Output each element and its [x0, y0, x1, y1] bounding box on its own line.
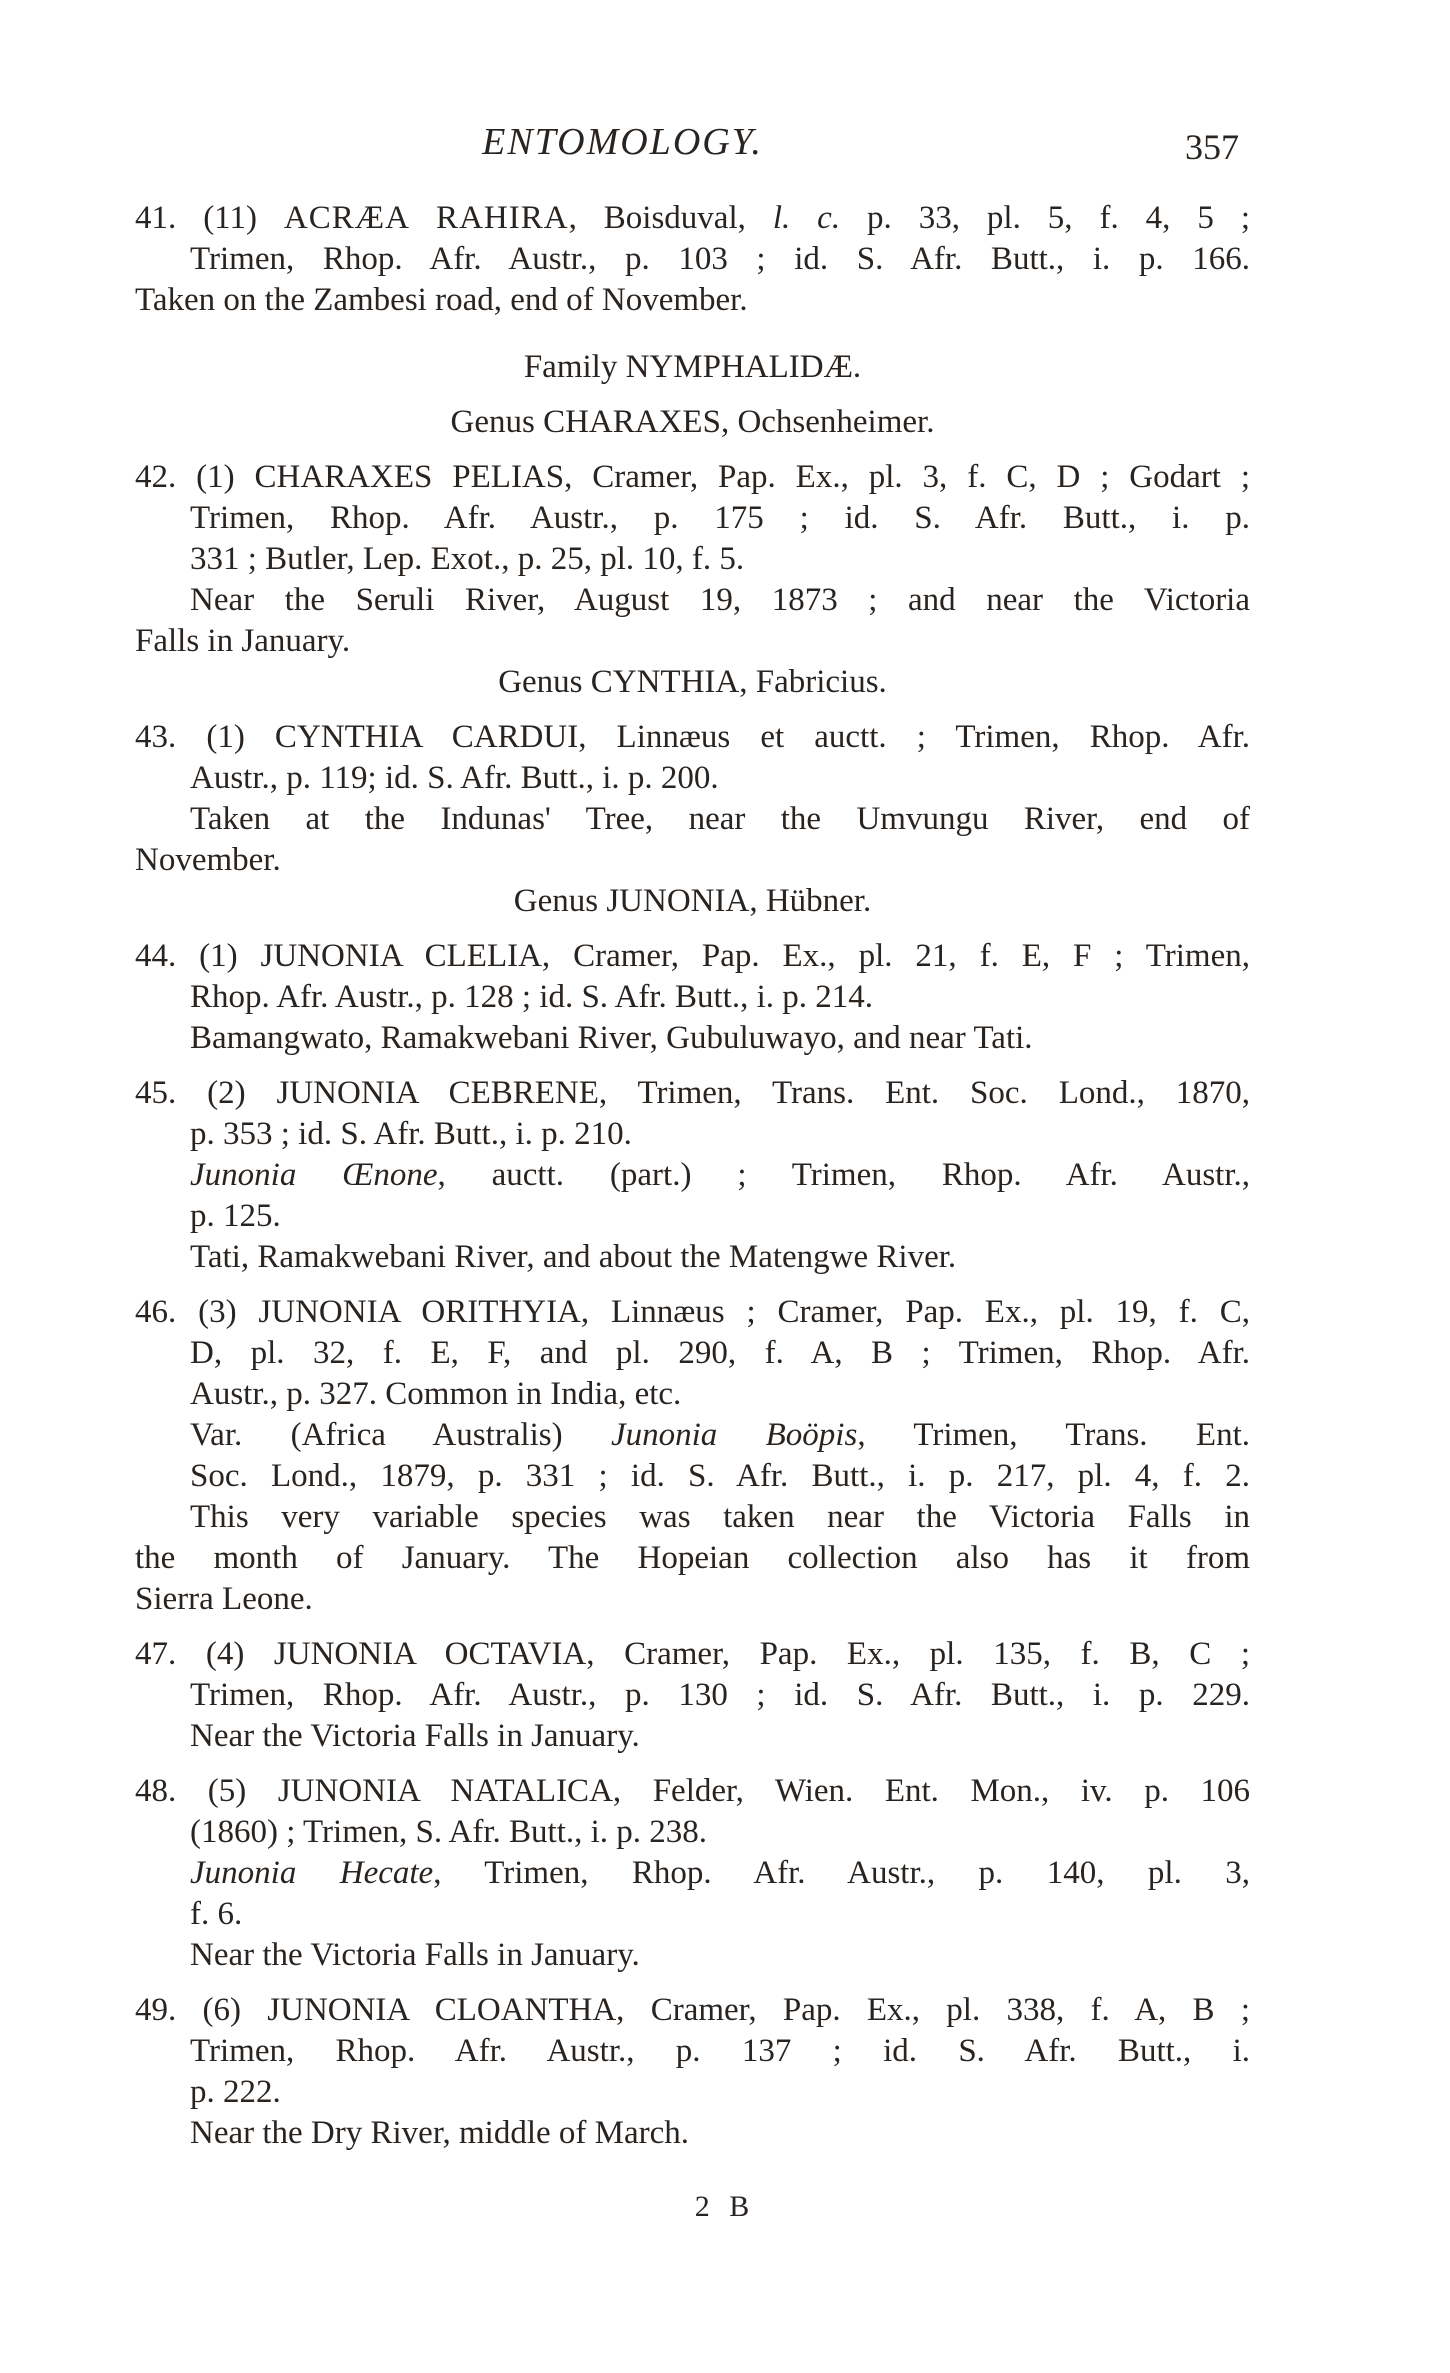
text-line: Taken at the Indunas' Tree, near the Umvungu River, end of [190, 801, 1250, 837]
text-line: This very variable species was taken near the Victoria Falls in [190, 1499, 1250, 1535]
text-line: Rhop. Afr. Austr., p. 128 ; id. S. Afr. Butt., i. p. 214. [190, 979, 873, 1015]
genus-heading: Genus CYNTHIA, Fabricius. [498, 664, 887, 700]
text-line: Junonia Œnone, auctt. (part.) ; Trimen, Rhop. Afr. Austr., [190, 1157, 1251, 1193]
text-line: Sierra Leone. [135, 1581, 313, 1617]
text-line: Near the Victoria Falls in January. [190, 1937, 640, 1973]
text-line: 41. (11) ACRÆA RAHIRA, Boisduval, l. c. p. 33, pl. 5, f. 4, 5 ; [135, 200, 1250, 236]
text-line: Near the Victoria Falls in January. [190, 1718, 640, 1754]
entry-47 [135, 1634, 1250, 1757]
family-heading: Family NYMPHALIDÆ. [523, 349, 862, 385]
text-line: Trimen, Rhop. Afr. Austr., p. 103 ; id. S. Afr. Butt., i. p. 166. [190, 241, 1250, 277]
text-line: Trimen, Rhop. Afr. Austr., p. 175 ; id. S. Afr. Butt., i. p. [190, 500, 1250, 536]
entry-45 [135, 1073, 1250, 1278]
text-line: 44. (1) JUNONIA CLELIA, Cramer, Pap. Ex., pl. 21, f. E, F ; Trimen, [135, 938, 1250, 974]
genus-heading: Genus CHARAXES, Ochsenheimer. [450, 404, 935, 440]
text-line: Bamangwato, Ramakwebani River, Gubuluwayo, and near Tati. [190, 1020, 1033, 1056]
text-line: D, pl. 32, f. E, F, and pl. 290, f. A, B ; Trimen, Rhop. Afr. [190, 1335, 1250, 1371]
running-title: ENTOMOLOGY. [482, 121, 763, 163]
entry-49 [135, 1990, 1250, 2154]
text-line: Near the Dry River, middle of March. [190, 2115, 690, 2151]
text-line: 49. (6) JUNONIA CLOANTHA, Cramer, Pap. Ex., pl. 338, f. A, B ; [135, 1992, 1250, 2028]
text-line: (1860) ; Trimen, S. Afr. Butt., i. p. 238. [190, 1814, 708, 1850]
entry-41 [135, 198, 1250, 321]
text-line: Falls in January. [135, 623, 351, 659]
text-line: 331 ; Butler, Lep. Exot., p. 25, pl. 10, f. 5. [190, 541, 745, 577]
text-line: 47. (4) JUNONIA OCTAVIA, Cramer, Pap. Ex., pl. 135, f. B, C ; [135, 1636, 1250, 1672]
text-line: Trimen, Rhop. Afr. Austr., p. 137 ; id. S. Afr. Butt., i. [190, 2033, 1250, 2069]
text-line: Tati, Ramakwebani River, and about the Matengwe River. [190, 1239, 957, 1275]
text-line: 42. (1) CHARAXES PELIAS, Cramer, Pap. Ex., pl. 3, f. C, D ; Godart ; [135, 459, 1250, 495]
text-line: 48. (5) JUNONIA NATALICA, Felder, Wien. Ent. Mon., iv. p. 106 [135, 1773, 1250, 1809]
page-header [0, 112, 1450, 172]
entry-48 [135, 1771, 1250, 1976]
entry-43 [135, 717, 1250, 881]
entry-46 [135, 1292, 1250, 1620]
text-line: 46. (3) JUNONIA ORITHYIA, Linnæus ; Cramer, Pap. Ex., pl. 19, f. C, [135, 1294, 1250, 1330]
text-line: p. 353 ; id. S. Afr. Butt., i. p. 210. [190, 1116, 632, 1152]
text-line: p. 125. [190, 1198, 281, 1234]
genus-heading: Genus JUNONIA, Hübner. [513, 883, 872, 919]
text-line: Junonia Hecate, Trimen, Rhop. Afr. Austr., p. 140, pl. 3, [190, 1855, 1250, 1891]
text-line: Taken on the Zambesi road, end of November. [135, 282, 748, 318]
text-line: p. 222. [190, 2074, 281, 2110]
text-line: 45. (2) JUNONIA CEBRENE, Trimen, Trans. Ent. Soc. Lond., 1870, [135, 1075, 1250, 1111]
text-line: Near the Seruli River, August 19, 1873 ; and near the Victoria [190, 582, 1250, 618]
entry-44 [135, 936, 1250, 1059]
text-line: November. [135, 842, 281, 878]
text-line: Trimen, Rhop. Afr. Austr., p. 130 ; id. S. Afr. Butt., i. p. 229. [190, 1677, 1250, 1713]
entry-42 [135, 457, 1250, 662]
text-line: Austr., p. 119; id. S. Afr. Butt., i. p. 200. [190, 760, 719, 796]
text-line: Var. (Africa Australis) Junonia Boöpis, Trimen, Trans. Ent. [190, 1417, 1251, 1453]
text-line: f. 6. [190, 1896, 243, 1932]
text-line: Soc. Lond., 1879, p. 331 ; id. S. Afr. Butt., i. p. 217, pl. 4, f. 2. [190, 1458, 1250, 1494]
signature-mark: 2 B [694, 2190, 756, 2223]
page-body [135, 198, 1250, 2154]
text-line: Austr., p. 327. Common in India, etc. [190, 1376, 682, 1412]
page-number: 357 [1185, 127, 1239, 167]
text-line: 43. (1) CYNTHIA CARDUI, Linnæus et auctt. ; Trimen, Rhop. Afr. [135, 719, 1250, 755]
text-line: the month of January. The Hopeian collection also has it from [135, 1540, 1250, 1576]
